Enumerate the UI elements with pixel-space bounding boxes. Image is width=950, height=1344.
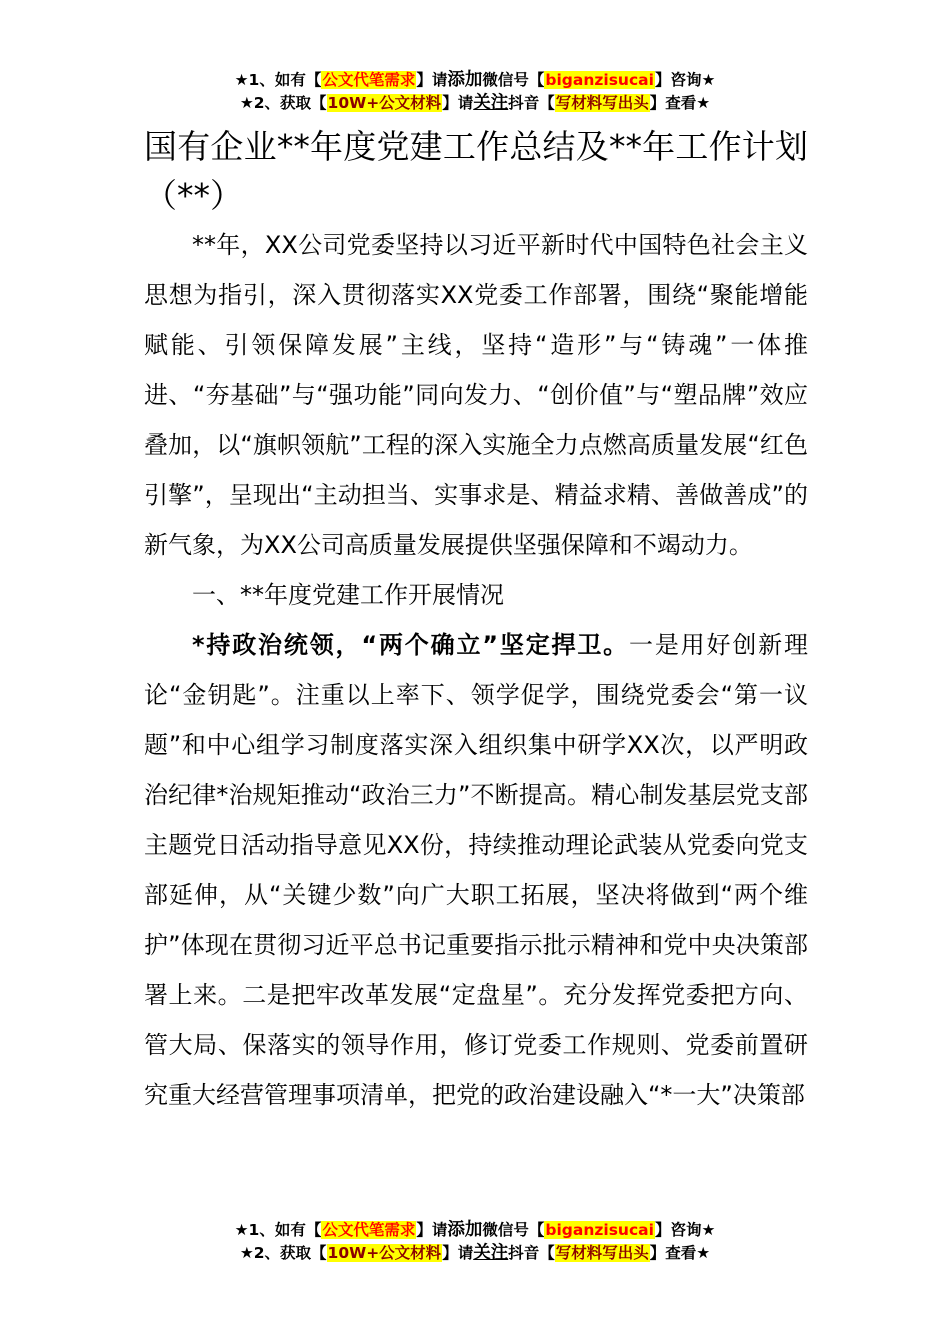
highlight-service: 公文代笔需求 [322,1221,416,1239]
highlight-service: 公文代笔需求 [322,71,416,89]
banner-emphasis: 添加 [447,1220,483,1240]
banner-text: 微信号【 [482,71,545,89]
footer-banner [0,1219,950,1265]
banner-text: 】请 [442,1244,474,1262]
item-paragraph [144,620,808,1120]
banner-text: 】查看★ [649,94,711,112]
intro-paragraph: **年，XX公司党委坚持以习近平新时代中国特色社会主义思想为指引，深入贯彻落实XX党委工作部署，围绕“聚能增能赋能、引领保障发展”主线，坚持“造形”与“铸魂”一体推进、“夯基础”与“强功能”同向发力、“创价值”与“塑品牌”效应叠加，以“旗帜领航”工程的深入实施全力点燃高质量发展“红色引擎”，呈现出“主动担当、实事求是、精益求精、善做善成”的新气象，为XX公司高质量发展提供坚强保障和不竭动力。 [144,231,808,559]
document-title: 国有企业**年度党建工作总结及**年工作计划（**） [144,127,808,215]
banner-text: ★2、获取【 [239,94,327,112]
banner-text: 抖音【 [508,94,555,112]
highlight-wechat-id: biganzisucai [545,71,654,89]
highlight-materials: 10W+公文材料 [327,94,442,112]
highlight-wechat-id: biganzisucai [545,1221,654,1239]
document-body [144,122,808,1120]
banner-text: 微信号【 [482,1221,545,1239]
banner-line-2 [0,92,950,115]
banner-text: ★1、如有【 [234,1221,322,1239]
highlight-materials: 10W+公文材料 [327,1244,442,1262]
banner-text: 】请 [442,94,474,112]
section-heading: 一、**年度党建工作开展情况 [192,581,504,609]
banner-text: 抖音【 [508,1244,555,1262]
item-heading: *持政治统领，“两个确立”坚定捍卫。 [192,631,630,659]
header-banner [0,69,950,115]
highlight-douyin-account: 写材料写出头 [555,1244,649,1262]
banner-text: ★2、获取【 [239,1244,327,1262]
banner-text: 】咨询★ [654,1221,716,1239]
banner-text: ★1、如有【 [234,71,322,89]
banner-line-1 [0,69,950,92]
banner-line-1 [0,1219,950,1242]
highlight-douyin-account: 写材料写出头 [555,94,649,112]
banner-text: 】查看★ [649,1244,711,1262]
banner-line-2 [0,1242,950,1265]
item-text: 一是用好创新理论“金钥匙”。注重以上率下、领学促学，围绕党委会“第一议题”和中心组学习制度落实深入组织集中研学XX次，以严明政治纪律*治规矩推动“政治三力”不断提高。精心制发基层党支部主题党日活动指导意见XX份，持续推动理论武装从党委向党支部延伸，从“关键少数”向广大职工拓展，坚决将做到“两个维护”体现在贯彻习近平总书记重要指示批示精神和党中央决策部署上来。二是把牢改革发展“定盘星”。充分发挥党委把方向、管大局、保落实的领导作用，修订党委工作规则、党委前置研究重大经营管理事项清单，把党的政治建设融入“*一大”决策部 [144,631,808,1109]
banner-emphasis: 添加 [447,70,483,90]
banner-text: 】咨询★ [654,71,716,89]
banner-text: 】请 [416,71,448,89]
banner-emphasis: 关注 [473,1243,509,1263]
banner-text: 】请 [416,1221,448,1239]
banner-emphasis: 关注 [473,93,509,113]
